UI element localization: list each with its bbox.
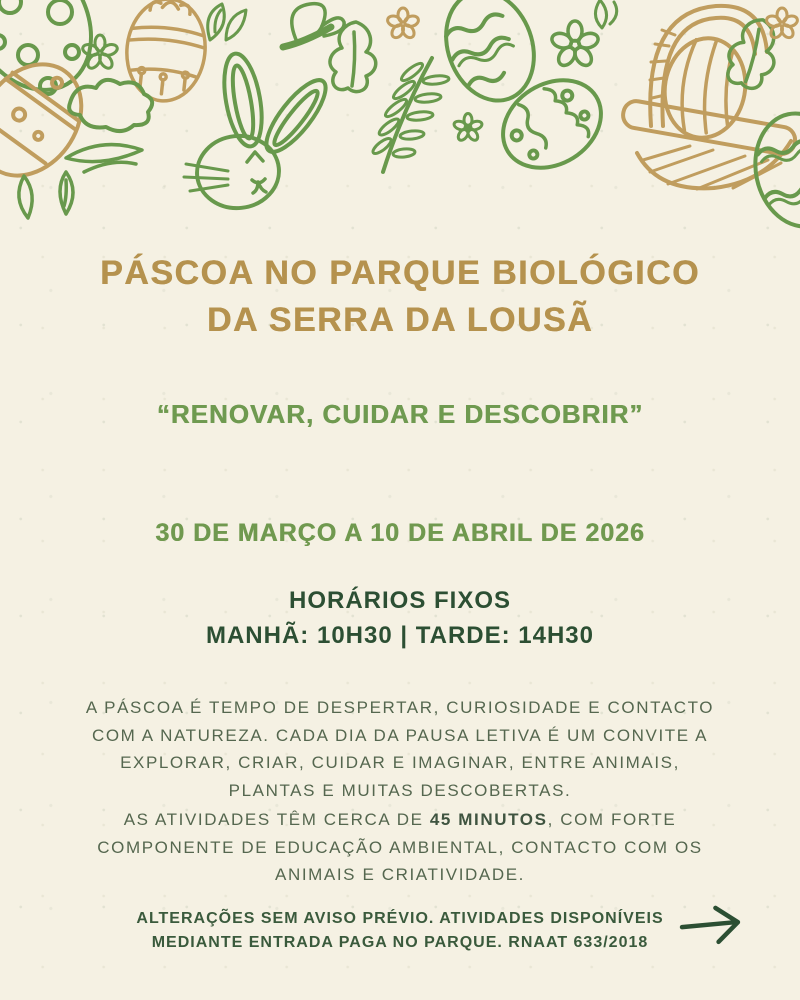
paragraph-line: EXPLORAR, CRIAR, CUIDAR E IMAGINAR, ENTRE ANIMAIS, (120, 753, 680, 772)
event-dates: 30 DE MARÇO A 10 DE ABRIL DE 2026 (155, 519, 645, 547)
duration-highlight: 45 MINUTOS (429, 810, 548, 829)
flower-icon (81, 35, 118, 71)
paragraph-line: PLANTAS E MUITAS DESCOBERTAS. (228, 780, 572, 800)
paragraph-text: AS ATIVIDADES TÊM CERCA DE (123, 810, 430, 829)
page-title (0, 250, 800, 344)
leaf-icon (208, 4, 246, 40)
paragraph-line: COMPONENTE DE EDUCAÇÃO AMBIENTAL, CONTACTO COM OS (97, 837, 703, 857)
theme-quote: “RENOVAR, CUIDAR E DESCOBRIR” (156, 399, 644, 429)
description-paragraph (0, 694, 800, 804)
paragraph-text: , COM FORTE (547, 810, 677, 829)
schedule-block (0, 583, 800, 653)
decorative-band (0, 0, 800, 235)
scallop-egg-icon (487, 63, 618, 186)
title-line2: DA SERRA DA LOUSÃ (206, 301, 594, 339)
schedule-times: MANHÃ: 10H30 | TARDE: 14H30 (205, 622, 595, 649)
polka-dot-egg-icon (0, 0, 115, 112)
paragraph-line: A PÁSCOA É TEMPO DE DESPERTAR, CURIOSIDADE E CONTACTO (85, 698, 715, 717)
arrow-right-icon (678, 903, 750, 947)
flower-icon (386, 8, 420, 40)
bunny-icon (184, 51, 335, 212)
butterfly-icon (283, 4, 344, 47)
leaf-sprig-icon (66, 145, 142, 172)
easter-doodles-illustration (0, 0, 800, 235)
flower-icon (765, 8, 799, 40)
activities-paragraph (0, 806, 800, 889)
leaf-sprig-icon (595, 0, 616, 28)
paragraph-line: ANIMAIS E CRIATIVIDADE. (275, 865, 525, 884)
legal-note-line2: MEDIANTE ENTRADA PAGA NO PARQUE. RNAAT 633/2018 (151, 933, 649, 951)
paragraph-line (0, 806, 800, 834)
fern-icon (371, 58, 449, 172)
wavy-egg-icon (431, 0, 548, 113)
leaf-icon (19, 172, 73, 218)
title-line1: PÁSCOA NO PARQUE BIOLÓGICO (99, 254, 701, 292)
legal-note-line1: ALTERAÇÕES SEM AVISO PRÉVIO. ATIVIDADES DISPONÍVEIS (136, 910, 664, 927)
flower-icon (550, 21, 600, 69)
ornate-egg-icon (122, 0, 210, 105)
flower-icon (453, 114, 483, 143)
schedule-heading: HORÁRIOS FIXOS (288, 587, 512, 614)
paragraph-line: COM A NATUREZA. CADA DIA DA PAUSA LETIVA É UM CONVITE A (91, 725, 709, 745)
